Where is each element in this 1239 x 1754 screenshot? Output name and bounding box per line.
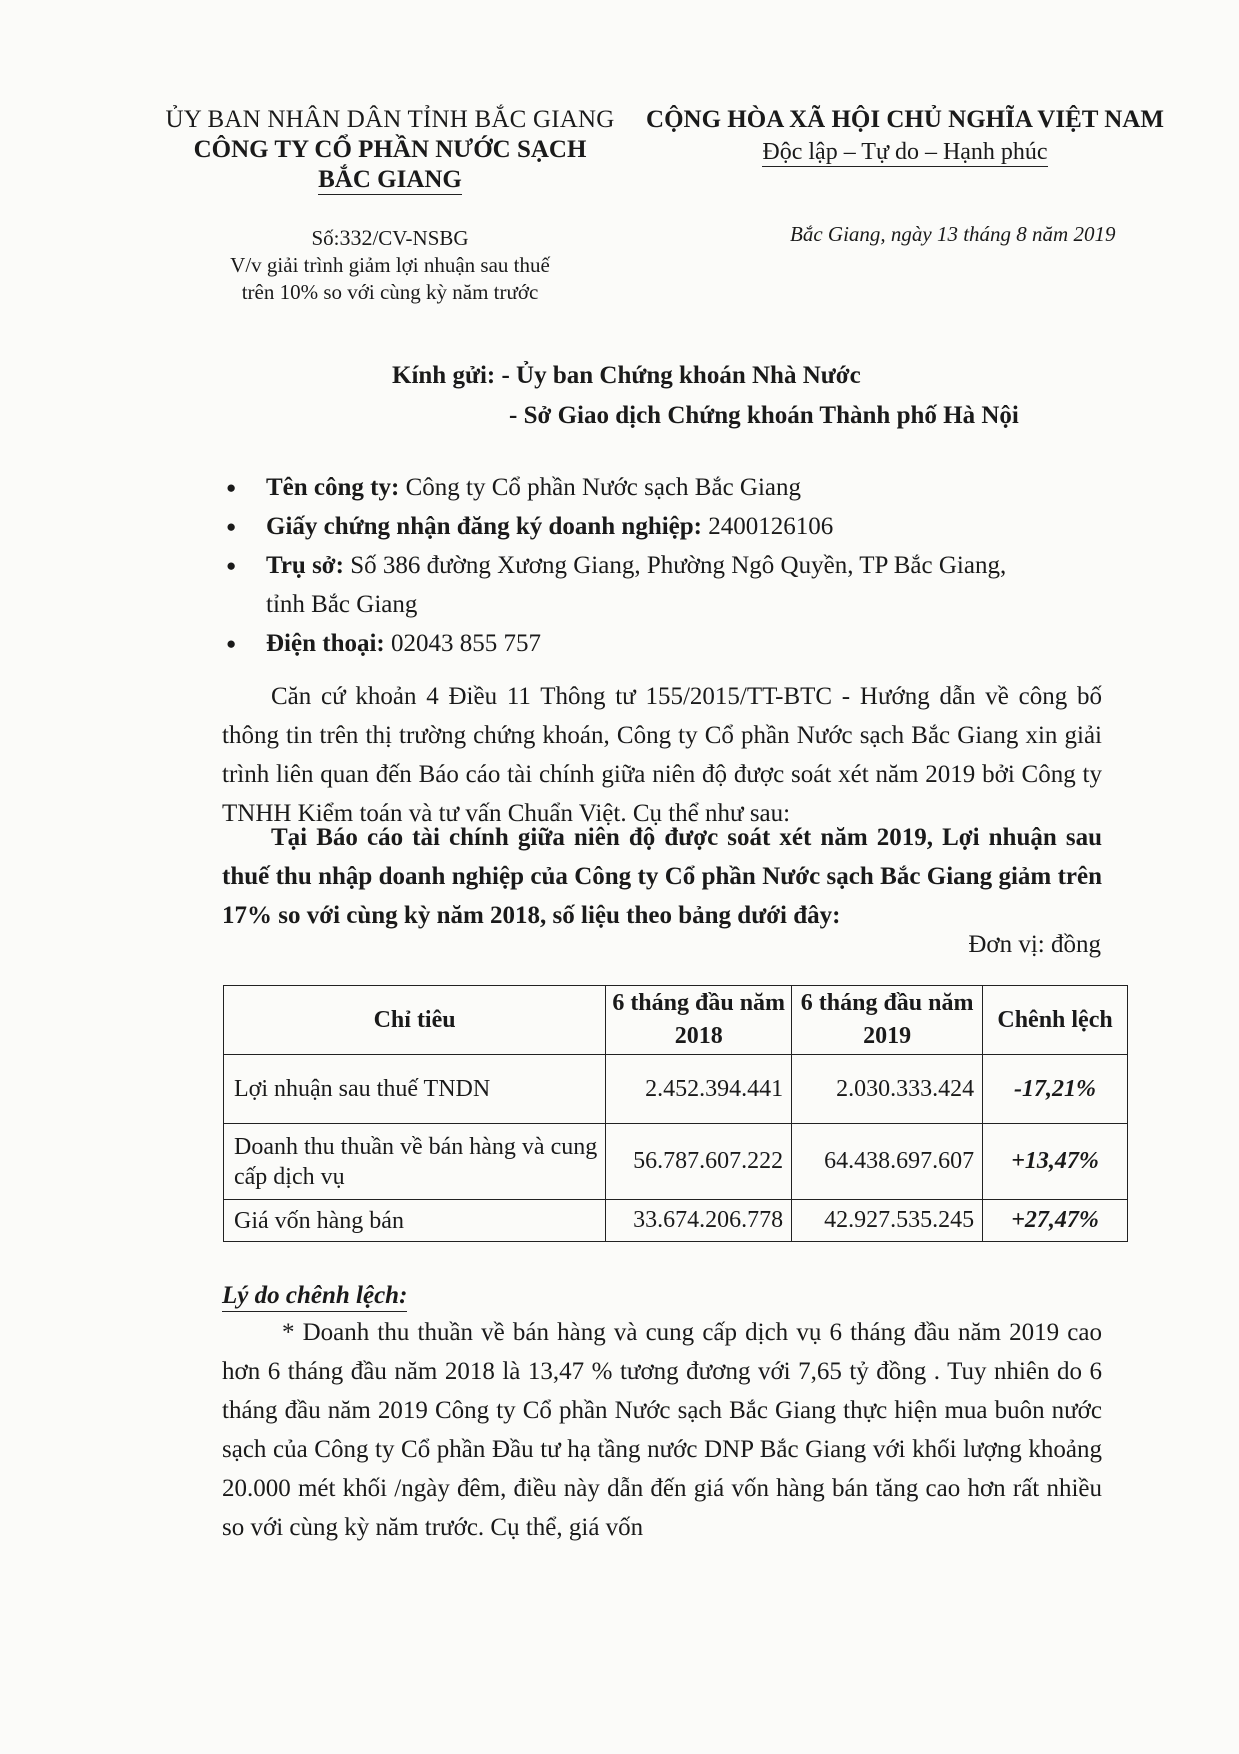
document-number [150,224,630,252]
document-number-prefix: Số: [311,226,340,250]
table-cell-indicator: Lợi nhuận sau thuế TNDN [224,1055,606,1124]
table-cell-difference: -17,21% [983,1055,1128,1124]
info-item-address-continuation: tỉnh Bắc Giang [266,591,418,618]
info-item-company-name [222,468,1122,507]
document-number-value: 332 [339,225,373,250]
issuer-authority: ỦY BAN NHÂN DÂN TỈNH BẮC GIANG [165,106,615,133]
info-value: 2400126106 [702,513,834,540]
recipient-block [392,356,1019,436]
table-row [224,1124,1128,1200]
column-header: Chỉ tiêu [224,986,606,1055]
table-row [224,1200,1128,1242]
subject-line-1: V/v giải trình giảm lợi nhuận sau thuế [230,253,550,277]
national-motto: Độc lập – Tự do – Hạnh phúc [762,139,1048,165]
table-cell-indicator: Giá vốn hàng bán [224,1200,606,1242]
national-title: CỘNG HÒA XÃ HỘI CHỦ NGHĨA VIỆT NAM [646,106,1164,133]
table-cell-indicator: Doanh thu thuần về bán hàng và cung cấp dịch vụ [224,1124,606,1200]
document-reference [150,224,630,306]
company-info-list [222,468,1122,663]
issuer-company: CÔNG TY CỔ PHẦN NƯỚC SẠCH [193,136,587,163]
info-label: Trụ sở: [266,552,344,579]
document-number-suffix: /CV-NSBG [372,226,469,250]
info-label: Giấy chứng nhận đăng ký doanh nghiệp: [266,513,703,540]
column-header: 6 tháng đầu năm 2019 [792,986,983,1055]
column-header: Chênh lệch [983,986,1128,1055]
basis-paragraph: Căn cứ khoản 4 Điều 11 Thông tư 155/2015/TT-BTC - Hướng dẫn về công bố thông tin trên thị trường chứng khoán, Công ty Cổ phần Nước sạch Bắc Giang xin giải trình liên quan đến Báo cáo tài chính giữa niên độ được soát xét năm 2019 bởi Công ty TNHH Kiểm toán và tư vấn Chuẩn Việt. Cụ thể như sau: [222,683,1102,827]
table-cell-difference: +27,47% [983,1200,1128,1242]
info-item-registration [222,507,1122,546]
bullet-icon: ● [226,634,237,653]
reason-title: Lý do chênh lệch: [222,1281,407,1312]
table-row [224,1055,1128,1124]
info-label: Tên công ty: [266,474,400,501]
table-cell-value-2019: 2.030.333.424 [792,1055,983,1124]
info-item-address [222,546,1122,585]
summary-paragraph: Tại Báo cáo tài chính giữa niên độ được soát xét năm 2019, Lợi nhuận sau thuế thu nhập doanh nghiệp của Công ty Cổ phần Nước sạch Bắc Giang giảm trên 17% so với cùng kỳ năm 2018, số liệu theo bảng dưới đây: [222,824,1102,929]
table-cell-value-2018: 33.674.206.778 [606,1200,792,1242]
recipient-line-2: - Sở Giao dịch Chứng khoán Thành phố Hà Nội [509,402,1019,429]
table-cell-value-2018: 56.787.607.222 [606,1124,792,1200]
table-cell-difference: +13,47% [983,1124,1128,1200]
issuer-company-city: BẮC GIANG [318,166,462,193]
info-value: Số 386 đường Xương Giang, Phường Ngô Quyền, TP Bắc Giang, [343,552,1007,579]
reason-paragraph: * Doanh thu thuần về bán hàng và cung cấp dịch vụ 6 tháng đầu năm 2019 cao hơn 6 tháng đầu năm 2018 là 13,47 % tương đương với 7,65 tỷ đồng . Tuy nhiên do 6 tháng đầu năm 2019 Công ty Cổ phần Nước sạch Bắc Giang thực hiện mua buôn nước sạch của Công ty Cổ phần Đầu tư hạ tầng nước DNP Bắc Giang với khối lượng khoảng 20.000 mét khối /ngày đêm, điều này dẫn đến giá vốn hàng bán tăng cao hơn rất nhiều so với cùng kỳ năm trước. Cụ thể, giá vốn [222,1319,1102,1541]
table-header-row [224,986,1128,1055]
subject-line-2: trên 10% so với cùng kỳ năm trước [241,280,539,304]
bullet-icon: ● [226,556,237,575]
info-value: Công ty Cổ phần Nước sạch Bắc Giang [399,474,802,501]
financial-table [223,985,1128,1242]
info-label: Điện thoại: [266,630,385,657]
info-value: 02043 855 757 [384,630,541,657]
bullet-icon: ● [226,478,237,497]
table-cell-value-2018: 2.452.394.441 [606,1055,792,1124]
info-item-phone [222,624,1122,663]
recipient-line-1: Kính gửi: - Ủy ban Chứng khoán Nhà Nước [392,362,861,389]
column-header: 6 tháng đầu năm 2018 [606,986,792,1055]
bullet-icon: ● [226,517,237,536]
national-header [640,106,1170,167]
date-line: Bắc Giang, ngày 13 tháng 8 năm 2019 [790,222,1116,246]
table-cell-value-2019: 42.927.535.245 [792,1200,983,1242]
table-cell-value-2019: 64.438.697.607 [792,1124,983,1200]
issuer-header [150,106,630,195]
unit-label: Đơn vị: đồng [968,931,1101,958]
